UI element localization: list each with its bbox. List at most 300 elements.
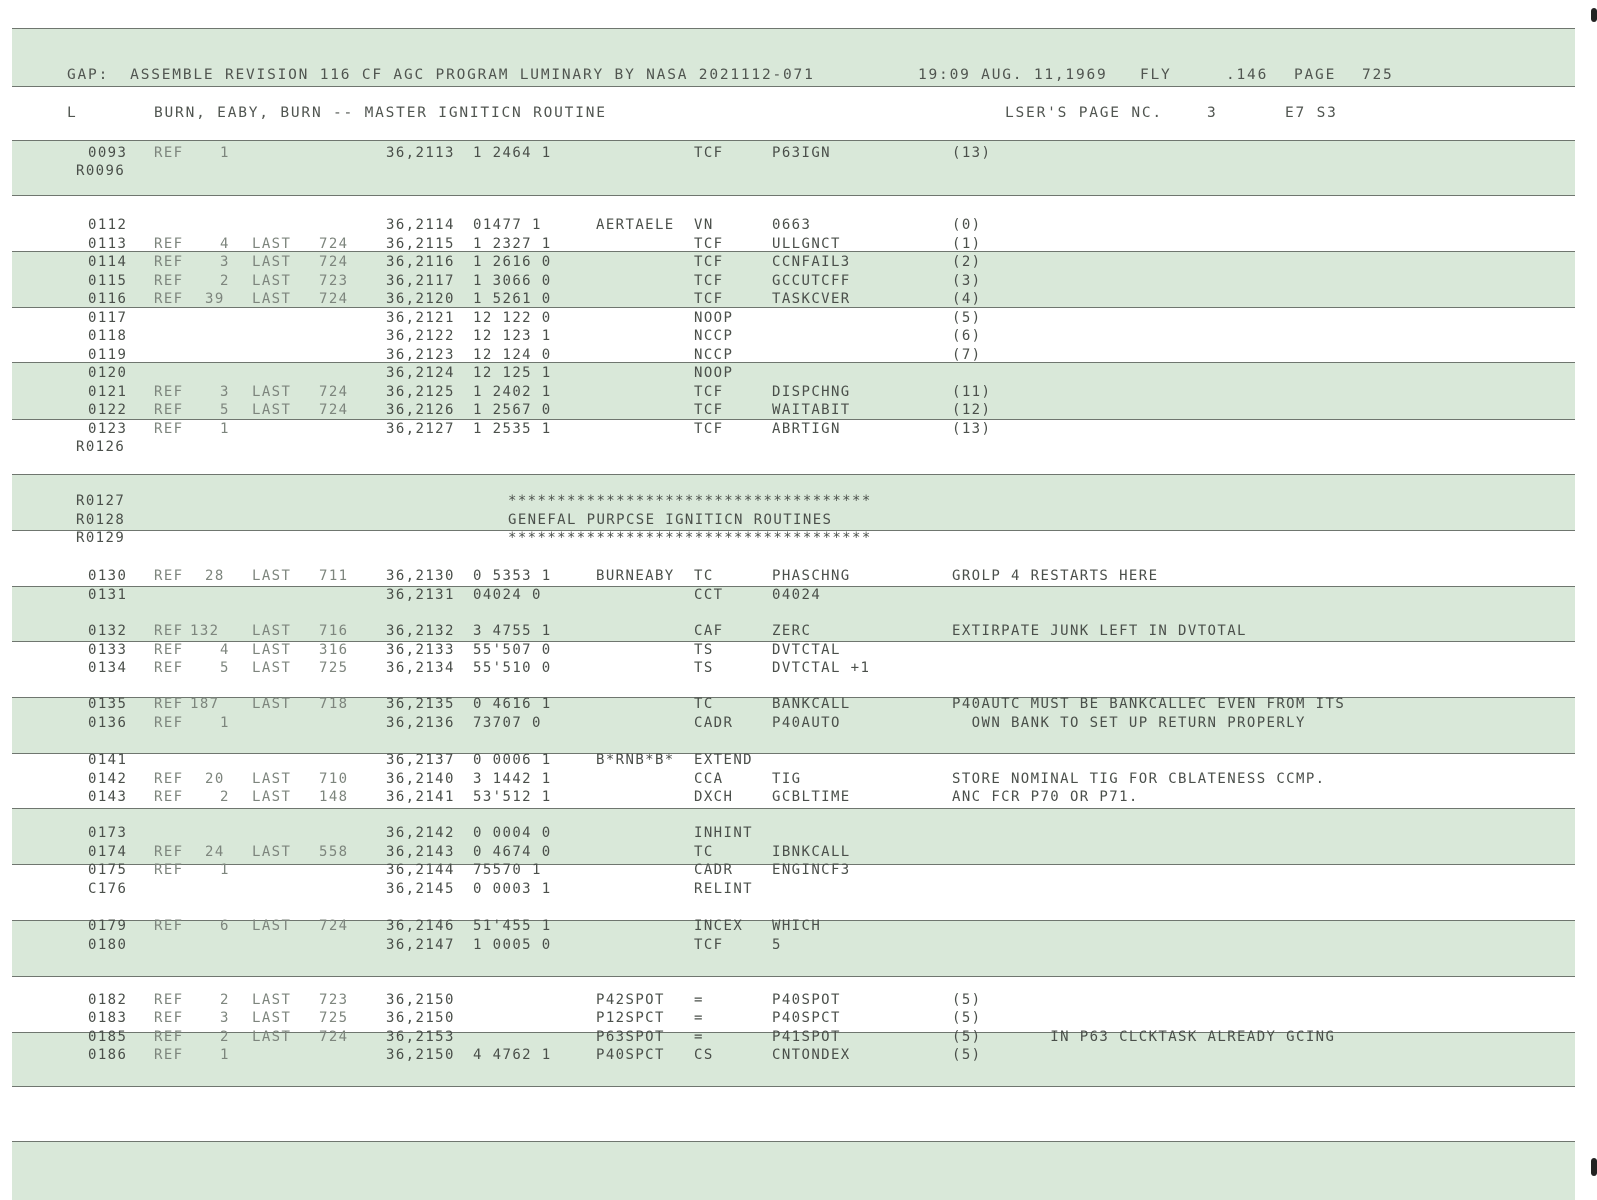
comment: (1): [952, 236, 982, 252]
ref-tag: REF: [154, 771, 184, 787]
ref-count: 4: [220, 642, 230, 658]
listing-line: [12, 529, 1575, 548]
ref-count: 3: [220, 384, 230, 400]
opcode: EXTEND: [694, 752, 753, 768]
page-label: PAGE: [1294, 67, 1337, 83]
octal-word: 1 2535 1: [473, 421, 552, 437]
ref-count: 2: [220, 273, 230, 289]
opcode: NCCP: [694, 328, 734, 344]
operand: WAITABIT: [772, 402, 851, 418]
line-number: 0143: [88, 789, 128, 805]
listing-line: [12, 420, 1575, 439]
last-page: 711: [319, 568, 349, 584]
ref-count: 3: [220, 254, 230, 270]
comment: (3): [952, 273, 982, 289]
opcode: TCF: [694, 402, 724, 418]
ref-count: 187: [190, 696, 220, 712]
comment: (0): [952, 217, 982, 233]
opcode: TCF: [694, 236, 724, 252]
address: 36,2150: [386, 1010, 455, 1026]
section-title: BURN, EABY, BURN -- MASTER IGNITICN ROUTINE: [154, 105, 607, 121]
comment: (7): [952, 347, 982, 363]
opcode: =: [694, 1029, 704, 1045]
opcode: CCT: [694, 587, 724, 603]
comment: GROLP 4 RESTARTS HERE: [952, 568, 1159, 584]
listing-line: [12, 659, 1575, 678]
operand: DVTCTAL +1: [772, 660, 871, 676]
ref-count: 20: [205, 771, 225, 787]
ref-tag: REF: [154, 1029, 184, 1045]
address: 36,2121: [386, 310, 455, 326]
ref-count: 5: [220, 402, 230, 418]
ref-count: 4: [220, 236, 230, 252]
line-number: 0180: [88, 937, 128, 953]
octal-word: 3 1442 1: [473, 771, 552, 787]
ref-count: 39: [205, 291, 225, 307]
opcode: TCF: [694, 254, 724, 270]
opcode: TC: [694, 844, 714, 860]
octal-word: 4 4762 1: [473, 1047, 552, 1063]
ref-count: 2: [220, 1029, 230, 1045]
listing-line: [12, 144, 1575, 163]
ref-count: 2: [220, 992, 230, 1008]
listing-line: [12, 880, 1575, 899]
listing-line: [12, 216, 1575, 235]
address: 36,2150: [386, 992, 455, 1008]
address: 36,2113: [386, 145, 455, 161]
band: [12, 1086, 1575, 1141]
line-number: 0115: [88, 273, 128, 289]
listing-line: [12, 917, 1575, 936]
opcode: TCF: [694, 273, 724, 289]
opcode: INHINT: [694, 825, 753, 841]
sequence-number: .146: [1226, 67, 1269, 83]
ref-count: 28: [205, 568, 225, 584]
listing-line: [12, 492, 1575, 511]
listing-line: [12, 162, 1575, 181]
address: 36,2143: [386, 844, 455, 860]
address: 36,2145: [386, 881, 455, 897]
listing-line: [12, 770, 1575, 789]
opcode: CAF: [694, 623, 724, 639]
address: 36,2134: [386, 660, 455, 676]
octal-word: 1 2464 1: [473, 145, 552, 161]
line-number: 0183: [88, 1010, 128, 1026]
opcode: INCEX: [694, 918, 744, 934]
listing-line: [12, 346, 1575, 365]
opcode: TC: [694, 696, 714, 712]
line-number: 0131: [88, 587, 128, 603]
listing-line: [12, 235, 1575, 254]
operand: GCCUTCFF: [772, 273, 851, 289]
last-page: 148: [319, 789, 349, 805]
line-number: 0130: [88, 568, 128, 584]
last-page: 724: [319, 236, 349, 252]
opcode: TCF: [694, 145, 724, 161]
line-number: C176: [88, 881, 128, 897]
opcode: TS: [694, 642, 714, 658]
octal-word: 73707 0: [473, 715, 542, 731]
operand: PHASCHNG: [772, 568, 851, 584]
opcode: =: [694, 992, 704, 1008]
octal-word: 0 0006 1: [473, 752, 552, 768]
ref-tag: REF: [154, 992, 184, 1008]
address: 36,2142: [386, 825, 455, 841]
address: 36,2126: [386, 402, 455, 418]
last-tag: LAST: [252, 1029, 292, 1045]
operand: WHICH: [772, 918, 822, 934]
ref-count: 1: [220, 1047, 230, 1063]
comment: P40AUTC MUST BE BANKCALLEC EVEN FROM ITS: [952, 696, 1346, 712]
last-tag: LAST: [252, 384, 292, 400]
opcode: VN: [694, 217, 714, 233]
address: 36,2136: [386, 715, 455, 731]
last-page: 716: [319, 623, 349, 639]
opcode: CADR: [694, 862, 734, 878]
comment: EXTIRPATE JUNK LEFT IN DVTOTAL: [952, 623, 1247, 639]
address: 36,2122: [386, 328, 455, 344]
symbol-label: GENEFAL PURPCSE IGNITICN ROUTINES: [508, 512, 833, 528]
comment: (5): [952, 1047, 982, 1063]
ref-count: 132: [190, 623, 220, 639]
address: 36,2124: [386, 365, 455, 381]
octal-word: 0 0004 0: [473, 825, 552, 841]
line-number: 0174: [88, 844, 128, 860]
ref-count: 24: [205, 844, 225, 860]
listing-line: [12, 383, 1575, 402]
section-code: E7 S3: [1285, 105, 1338, 121]
listing-line: [12, 253, 1575, 272]
opcode: TCF: [694, 937, 724, 953]
octal-word: 0 4616 1: [473, 696, 552, 712]
ref-tag: REF: [154, 918, 184, 934]
ref-tag: REF: [154, 642, 184, 658]
listing-line: [12, 511, 1575, 530]
line-number: 0118: [88, 328, 128, 344]
operand: BANKCALL: [772, 696, 851, 712]
listing-line: [12, 567, 1575, 586]
opcode: TCF: [694, 291, 724, 307]
listing-line: [12, 1028, 1575, 1047]
octal-word: 1 0005 0: [473, 937, 552, 953]
line-number: R0129: [76, 530, 126, 546]
line-number: R0127: [76, 493, 126, 509]
ref-tag: REF: [154, 1010, 184, 1026]
listing-line: [12, 327, 1575, 346]
symbol-label: AERTAELE: [596, 217, 675, 233]
address: 36,2135: [386, 696, 455, 712]
ref-count: 2: [220, 789, 230, 805]
comment: (13): [952, 145, 992, 161]
listing-line: [12, 401, 1575, 420]
section-header: [12, 104, 1575, 123]
last-tag: LAST: [252, 273, 292, 289]
address: 36,2133: [386, 642, 455, 658]
listing-line: [12, 695, 1575, 714]
octal-word: 3 4755 1: [473, 623, 552, 639]
listing-line: [12, 290, 1575, 309]
operand: ZERC: [772, 623, 812, 639]
octal-word: 12 123 1: [473, 328, 552, 344]
operand: P40AUTO: [772, 715, 841, 731]
last-page: 724: [319, 918, 349, 934]
operand: 5: [772, 937, 782, 953]
listing-line: [12, 1046, 1575, 1065]
line-number: R0126: [76, 439, 126, 455]
operand: CNTONDEX: [772, 1047, 851, 1063]
opcode: RELINT: [694, 881, 753, 897]
comment: (5) IN P63 CLCKTASK ALREADY GCING: [952, 1029, 1336, 1045]
last-page: 316: [319, 642, 349, 658]
listing-line: [12, 991, 1575, 1010]
address: 36,2144: [386, 862, 455, 878]
operand: DVTCTAL: [772, 642, 841, 658]
comment: (6): [952, 328, 982, 344]
last-page: 724: [319, 1029, 349, 1045]
octal-word: 51'455 1: [473, 918, 552, 934]
line-number: 0112: [88, 217, 128, 233]
address: 36,2141: [386, 789, 455, 805]
opcode: TCF: [694, 421, 724, 437]
octal-word: 55'507 0: [473, 642, 552, 658]
comment: (11): [952, 384, 992, 400]
symbol-label: *************************************: [508, 493, 872, 509]
comment: (5): [952, 1010, 982, 1026]
address: 36,2150: [386, 1047, 455, 1063]
octal-word: 12 124 0: [473, 347, 552, 363]
page-header: [12, 66, 1575, 85]
octal-word: 1 2616 0: [473, 254, 552, 270]
ref-tag: REF: [154, 789, 184, 805]
ref-tag: REF: [154, 862, 184, 878]
comment: (5): [952, 310, 982, 326]
octal-word: 53'512 1: [473, 789, 552, 805]
listing-line: [12, 364, 1575, 383]
ref-count: 5: [220, 660, 230, 676]
comment: (4): [952, 291, 982, 307]
line-number: 0142: [88, 771, 128, 787]
symbol-label: P42SPOT: [596, 992, 665, 1008]
operand: ENGINCF3: [772, 862, 851, 878]
line-number: 0121: [88, 384, 128, 400]
symbol-label: BURNEABY: [596, 568, 675, 584]
line-number: 0173: [88, 825, 128, 841]
mode-label: FLY: [1140, 67, 1172, 83]
last-tag: LAST: [252, 236, 292, 252]
listing-title: GAP: ASSEMBLE REVISION 116 CF AGC PROGRAM LUMINARY BY NASA 2021112-071: [67, 67, 815, 83]
listing-line: [12, 714, 1575, 733]
operand: GCBLTIME: [772, 789, 851, 805]
ref-count: 6: [220, 918, 230, 934]
line-number: 0179: [88, 918, 128, 934]
address: 36,2132: [386, 623, 455, 639]
operand: 0663: [772, 217, 812, 233]
octal-word: 0 4674 0: [473, 844, 552, 860]
octal-word: 12 122 0: [473, 310, 552, 326]
last-tag: LAST: [252, 291, 292, 307]
opcode: CCA: [694, 771, 724, 787]
address: 36,2146: [386, 918, 455, 934]
ref-tag: REF: [154, 1047, 184, 1063]
opcode: NOOP: [694, 365, 734, 381]
address: 36,2125: [386, 384, 455, 400]
address: 36,2140: [386, 771, 455, 787]
octal-word: 04024 0: [473, 587, 542, 603]
octal-word: 12 125 1: [473, 365, 552, 381]
last-page: 724: [319, 254, 349, 270]
ref-count: 1: [220, 862, 230, 878]
last-tag: LAST: [252, 660, 292, 676]
line-number: 0119: [88, 347, 128, 363]
operand: ULLGNCT: [772, 236, 841, 252]
line-number: 0185: [88, 1029, 128, 1045]
listing-line: [12, 438, 1575, 457]
last-page: 724: [319, 384, 349, 400]
ref-tag: REF: [154, 402, 184, 418]
ref-tag: REF: [154, 568, 184, 584]
ref-count: 1: [220, 145, 230, 161]
ref-tag: REF: [154, 660, 184, 676]
comment: ANC FCR P70 OR P71.: [952, 789, 1139, 805]
operand: ABRTIGN: [772, 421, 841, 437]
log-flag: L: [67, 105, 78, 121]
address: 36,2116: [386, 254, 455, 270]
listing-line: [12, 309, 1575, 328]
address: 36,2114: [386, 217, 455, 233]
operand: P40SPOT: [772, 992, 841, 1008]
address: 36,2123: [386, 347, 455, 363]
octal-word: 75570 1: [473, 862, 542, 878]
listing-line: [12, 936, 1575, 955]
address: 36,2153: [386, 1029, 455, 1045]
opcode: TCF: [694, 384, 724, 400]
opcode: TS: [694, 660, 714, 676]
last-page: 725: [319, 1010, 349, 1026]
last-page: 710: [319, 771, 349, 787]
page-number: 725: [1362, 67, 1394, 83]
ref-tag: REF: [154, 273, 184, 289]
line-number: 0132: [88, 623, 128, 639]
ref-tag: REF: [154, 696, 184, 712]
ref-tag: REF: [154, 715, 184, 731]
ref-tag: REF: [154, 844, 184, 860]
last-tag: LAST: [252, 789, 292, 805]
operand: P41SPOT: [772, 1029, 841, 1045]
listing-line: [12, 824, 1575, 843]
operand: IBNKCALL: [772, 844, 851, 860]
address: 36,2130: [386, 568, 455, 584]
operand: TASKCVER: [772, 291, 851, 307]
listing-line: [12, 272, 1575, 291]
last-tag: LAST: [252, 568, 292, 584]
last-tag: LAST: [252, 642, 292, 658]
user-page-label: LSER'S PAGE NC.: [1005, 105, 1163, 121]
octal-word: 1 3066 0: [473, 273, 552, 289]
comment: (5): [952, 992, 982, 1008]
listing-line: [12, 861, 1575, 880]
line-number: 0120: [88, 365, 128, 381]
comment: (12): [952, 402, 992, 418]
symbol-label: P12SPCT: [596, 1010, 665, 1026]
operand: DISPCHNG: [772, 384, 851, 400]
line-number: 0114: [88, 254, 128, 270]
line-number: 0141: [88, 752, 128, 768]
line-number: 0116: [88, 291, 128, 307]
symbol-label: P63SPOT: [596, 1029, 665, 1045]
address: 36,2120: [386, 291, 455, 307]
user-page-number: 3: [1207, 105, 1218, 121]
line-number: R0096: [76, 163, 126, 179]
last-page: 723: [319, 992, 349, 1008]
listing-line: [12, 586, 1575, 605]
operand: P63IGN: [772, 145, 831, 161]
ref-tag: REF: [154, 291, 184, 307]
listing-line: [12, 788, 1575, 807]
last-page: 723: [319, 273, 349, 289]
octal-word: 1 2402 1: [473, 384, 552, 400]
opcode: CS: [694, 1047, 714, 1063]
line-number: 0135: [88, 696, 128, 712]
listing-line: [12, 1009, 1575, 1028]
listing-line: [12, 843, 1575, 862]
comment: (2): [952, 254, 982, 270]
last-tag: LAST: [252, 254, 292, 270]
address: 36,2131: [386, 587, 455, 603]
opcode: TC: [694, 568, 714, 584]
listing-sheet: [12, 28, 1575, 1200]
operand: CCNFAIL3: [772, 254, 851, 270]
binder-mark: [1591, 1158, 1597, 1176]
line-number: 0123: [88, 421, 128, 437]
band: [12, 1141, 1575, 1200]
last-tag: LAST: [252, 696, 292, 712]
opcode: NCCP: [694, 347, 734, 363]
address: 36,2127: [386, 421, 455, 437]
ref-tag: REF: [154, 384, 184, 400]
last-page: 724: [319, 291, 349, 307]
last-tag: LAST: [252, 918, 292, 934]
line-number: 0186: [88, 1047, 128, 1063]
line-number: R0128: [76, 512, 126, 528]
operand: TIG: [772, 771, 802, 787]
ref-count: 3: [220, 1010, 230, 1026]
ref-tag: REF: [154, 623, 184, 639]
operand: 04024: [772, 587, 822, 603]
opcode: =: [694, 1010, 704, 1026]
last-page: 724: [319, 402, 349, 418]
line-number: 0122: [88, 402, 128, 418]
line-number: 0182: [88, 992, 128, 1008]
line-number: 0117: [88, 310, 128, 326]
symbol-label: *************************************: [508, 530, 872, 546]
last-page: 725: [319, 660, 349, 676]
listing-line: [12, 641, 1575, 660]
address: 36,2117: [386, 273, 455, 289]
ref-count: 1: [220, 715, 230, 731]
octal-word: 1 2327 1: [473, 236, 552, 252]
octal-word: 55'510 0: [473, 660, 552, 676]
symbol-label: P40SPCT: [596, 1047, 665, 1063]
operand: P40SPCT: [772, 1010, 841, 1026]
octal-word: 1 5261 0: [473, 291, 552, 307]
print-timestamp: 19:09 AUG. 11,1969: [918, 67, 1108, 83]
listing-line: [12, 751, 1575, 770]
opcode: NOOP: [694, 310, 734, 326]
line-number: 0134: [88, 660, 128, 676]
last-page: 558: [319, 844, 349, 860]
address: 36,2137: [386, 752, 455, 768]
last-tag: LAST: [252, 844, 292, 860]
